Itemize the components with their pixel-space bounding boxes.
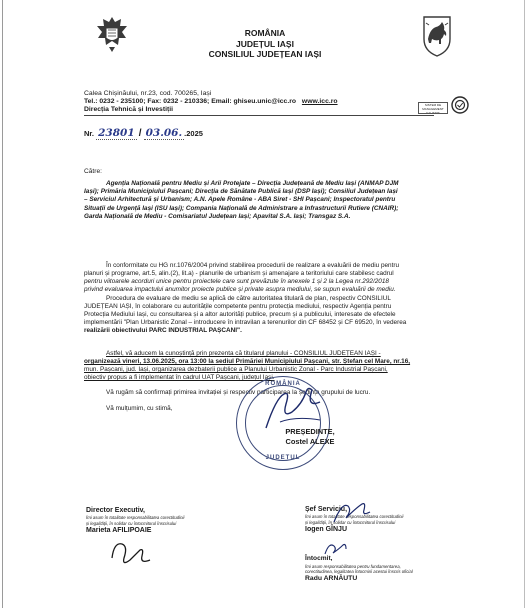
chief-note: și legalității, în solidar cu întocmitorul înscrisului [305, 519, 396, 525]
quality-certification-badge: SISTEM DE MANAGEMENT CALITATE [418, 102, 448, 114]
president-block [265, 427, 355, 446]
header-title-block [190, 28, 340, 60]
chief-name: Iogen GÎNJU [305, 526, 348, 534]
body-line: În conformitate cu HG nr.1076/2004 privind stabilirea procedurii de realizare a evaluării de mediu pentru [106, 262, 400, 269]
body-line: planuri și programe, art.5, alin.(2), lit.a) - planurile de urbanism și amenajare a teritoriului care stabilesc cadrul [84, 270, 394, 278]
chief-title: Șef Serviciu, [305, 506, 348, 513]
iasi-county-coat-of-arms-icon [418, 15, 456, 57]
body-paragraph-1 [84, 262, 399, 294]
registration-date: 03.06. [145, 127, 183, 139]
body-line: pentru viitoarele acorduri unice pentru proiectele care sunt prevăzute în anexele 1 și 2 la Legea nr.292/2018 [84, 278, 389, 286]
body-line: mun. Pașcani, jud. Iași, organizarea dezbaterii publice a Planului Urbanistic Zonal - Parc Industrial Pașcani, [84, 366, 388, 374]
stamp-top-text: ROMÂNIA [265, 381, 301, 387]
recipients-label: Către: [84, 168, 102, 175]
registration-year: .2025 [184, 129, 203, 138]
header-contacts: Tel.: 0232 - 235100; Fax: 0232 - 210336; Email: ghiseu.unic@icc.ro [84, 98, 297, 105]
body-line: realizării obiectivului PARC INDUSTRIAL PAȘCANI". [84, 327, 242, 335]
header-council: CONSILIUL JUDEȚEAN IAȘI [208, 49, 322, 59]
header-address: Calea Chișinăului, nr.23, cod. 700265, Iași [84, 90, 212, 97]
author-note: corectitudinea, legalitatea întocmirii acestui înscris oficial [305, 569, 413, 575]
author-note: Îmi asum responsabilitatea pentru fundamentarea, [305, 563, 401, 569]
page-right-edge [524, 0, 525, 608]
body-line: organizează vineri, 13.06.2025, ora 13:00 la sediul Primăriei Municipiului Pașcani, str. Ștefan cel Mare, nr.16, [84, 358, 411, 366]
author-title: Întocmit, [305, 555, 333, 562]
body-line: JUDEȚEAN IAȘI, în colaborare cu autoritățile competente pentru protecția mediului, respectiv Agenția pentru [84, 303, 392, 311]
president-title: PREȘEDINTE, [285, 427, 335, 436]
chief-note: Îmi asum în totalitate responsabilitatea corectitudinii [305, 514, 404, 519]
president-name: Costel ALEXE [285, 436, 335, 446]
chief-signature-icon [330, 498, 374, 528]
recipients-line: Iași); Primăria Municipiului Pașcani; Direcția de Sănătate Publică Iași (DSP Iași); Consiliul Județean Iași [84, 188, 398, 196]
body-line: Astfel, vă aducem la cunoștință prin prezenta că titularul planului - CONSILIUL JUDEȚEAN IAȘI - [106, 350, 381, 357]
director-name: Marieta AFILIPOAIE [86, 527, 152, 535]
header-county: JUDEȚUL IAȘI [236, 38, 294, 49]
recipients-line: Situații de Urgență Iași (ISU Iași); Compania Națională de Administrare a Infrastructurii Rutiere (CNAIR); [84, 204, 399, 212]
header-country: ROMÂNIA [244, 28, 286, 38]
romania-coat-of-arms-icon [92, 14, 132, 54]
director-note: și legalității, în solidar cu întocmitorul înscrisului [86, 520, 177, 526]
recipients-line: – Serviciul Arhitectură și Urbanism; A.N. Apele Române - ABA Siret - SHI Pașcani; Inspectoratul pentru [84, 196, 396, 204]
body-paragraph-4: Vă rugăm să confirmați primirea invitației și respectiv participarea la ședința grupului de lucru. [106, 389, 371, 396]
body-paragraph-2 [84, 295, 406, 335]
author-name: Radu ARNĂUTU [305, 574, 358, 582]
header-contacts-row [84, 98, 338, 106]
body-line: implementării "Plan Urbanistic Zonal – introducere în intravilan a terenurilor din CF 68452 și CF 69520, în vederea [84, 319, 407, 327]
director-block [86, 506, 184, 535]
body-line: Procedura de evaluare de mediu se aplică de către autoritatea titulară de plan, respectiv CONSILIUL [106, 295, 391, 302]
page-left-edge [2, 0, 3, 608]
recipients-line: Agenția Națională pentru Mediu și Arii Protejate – Direcția Județeană de Mediu Iași (ANMAP DJM [106, 180, 399, 187]
header-divider [84, 115, 434, 116]
stamp-bottom-text: JUDEȚUL [265, 455, 301, 461]
registration-row: Nr. 23801 / 03.06. .2025 [84, 127, 203, 139]
header-department: Direcția Tehnică și Investiții [84, 106, 174, 113]
director-note: Îmi asum în totalitate responsabilitatea corectitudinii [86, 515, 185, 520]
author-signature-icon [322, 540, 350, 558]
body-paragraph-3 [84, 350, 410, 382]
closing-formula: Vă mulțumim, cu stimă, [106, 405, 173, 412]
body-line: obiectiv propus a fi implementat în cadrul UAT Pașcani, județul Iași. [84, 374, 275, 382]
recipients-list [84, 180, 399, 221]
body-line: privind evaluarea impactului anumitor proiecte publice și private asupra mediului, se supun evaluării de mediu. [84, 286, 396, 294]
author-block [305, 555, 413, 583]
recipients-line: Garda Națională de Mediu - Comisariatul Județean Iași; Apavital S.A. Iași; Transgaz S.A. [84, 212, 351, 220]
body-line: Protecția Mediului Iași, cu consultarea și a altor autorități publice, precum și a publicului, interesate de efectele [84, 311, 396, 319]
director-title: Director Executiv, [86, 507, 146, 514]
header-website-link[interactable]: www.icc.ro [301, 98, 338, 105]
registration-prefix: Nr. [84, 129, 95, 138]
director-signature-icon [108, 536, 154, 570]
registration-number: 23801 [98, 127, 135, 139]
quality-certification-icon [451, 96, 469, 114]
